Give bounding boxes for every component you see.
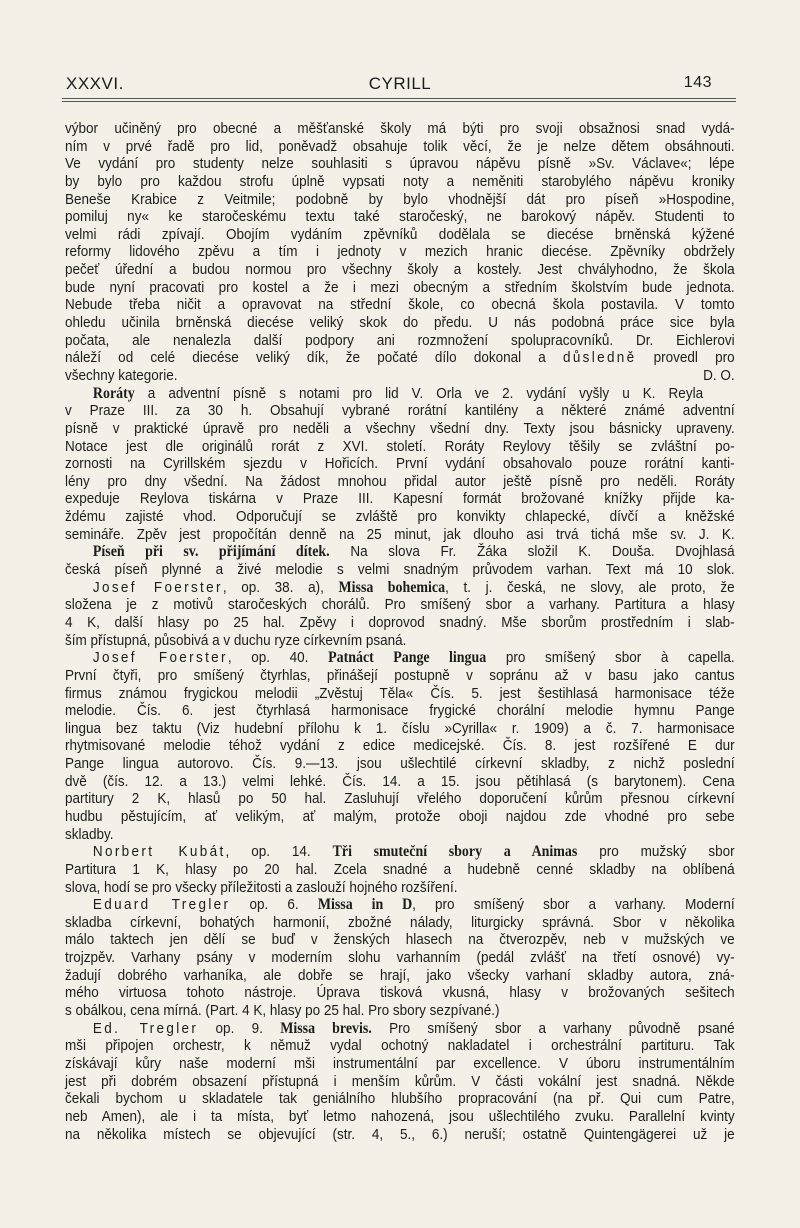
text-run: složena je z motivů staročeských chorálů. Pro smíšený sbor a varhany. Partitura a hlasy	[65, 596, 735, 614]
text-run: , op. 40.	[227, 649, 329, 667]
text-run: všechny kategorie.	[65, 366, 178, 384]
text-line	[65, 773, 735, 791]
text-run: , t. j. česká, ne slovy, ale proto, že	[445, 578, 735, 596]
text-line	[65, 861, 735, 879]
running-head-volume: XXXVI.	[66, 74, 124, 93]
text-line	[65, 790, 735, 808]
text-run: ním v prvé řadě pro lid, poněvadž obsahuje tolik věcí, že je nelze dětem obsáhnouti.	[65, 137, 735, 155]
text-run: rhytmisované melodie téhož vydání z edice medicejské. Čís. 8. jest rozšířené E dur	[65, 737, 735, 755]
text-run: dvě (čís. 12. a 13.) velmi lehké. Čís. 14. a 15. jsou pětihlasá (s barytonem). Cena	[65, 772, 735, 790]
text-line	[65, 261, 735, 279]
text-line	[65, 826, 735, 844]
text-line	[65, 1126, 735, 1144]
text-line	[65, 490, 735, 508]
text-line	[65, 914, 735, 932]
text-run: pečeť úřední a budou normou pro všechny školy a kostely. Jest chvályhodno, že škola	[65, 261, 735, 279]
text-run: pomiluj ny« ke staročeskému textu také staročeský, ne barokový nápěv. Studenti to	[65, 208, 735, 226]
text-run: Pange lingua autorovo. Čís. 9.—13. jsou ušlechtilé církevní skladby, z nichž poslední	[65, 755, 735, 773]
bold-title: Missa in D	[317, 896, 413, 914]
text-run: výbor učiněný pro obecné a měšťanské školy má býti pro svoji obsažnosi snad vydá-	[65, 120, 735, 137]
spaced-author-name: Josef Foerster	[92, 578, 223, 596]
text-run: trojzpěv. Varhany psány v moderním slohu varhanním (pedál zvlášť na třetí osnové) vy-	[65, 949, 735, 967]
text-line	[65, 349, 735, 367]
text-run: ždému zajisté vhod. Odporučují se zvláště pro konvikty chlapecké, dívčí a kněžské	[65, 508, 735, 526]
text-line	[65, 896, 735, 914]
text-line	[65, 279, 735, 297]
text-line	[65, 508, 735, 526]
text-line	[65, 438, 735, 456]
text-run: op. 6.	[230, 896, 318, 914]
text-run: První čtyři, pro smíšený čtyrhlas, přinášejí postupně v sopránu až v basu jako cantus	[65, 666, 735, 684]
signature: D. O.	[703, 366, 735, 384]
text-run: hudbu pěstujícím, ať velikým, ať malým, protože oboji najdou zde vhodné pro sebe	[65, 807, 735, 825]
text-line	[65, 614, 735, 632]
text-line	[65, 632, 735, 650]
text-line	[65, 667, 735, 685]
text-line	[65, 879, 735, 897]
text-line	[65, 702, 735, 720]
article-body	[65, 120, 735, 1143]
text-line	[65, 579, 735, 597]
bold-title: Missa bohemica	[338, 578, 446, 596]
text-line	[65, 526, 735, 544]
text-line	[65, 808, 735, 826]
text-line	[65, 949, 735, 967]
text-line	[65, 1073, 735, 1091]
text-run: skladba církevní, bohatých harmonií, zbožné nálady, liturgicky správná. Sbor v několika	[65, 913, 735, 931]
text-run: pro mužský sbor	[577, 843, 735, 861]
text-run: Partitura 1 K, hlasy po 20 hal. Zcela snadné a hudebně cenné skladby na oblíbená	[65, 860, 735, 878]
text-line	[65, 155, 735, 173]
bold-title: Roráty	[92, 384, 135, 402]
text-line	[65, 226, 735, 244]
text-line	[65, 473, 735, 491]
text-run: , op. 14.	[225, 843, 333, 861]
text-line	[65, 420, 735, 438]
text-run: česká píseň plynné a živé melodie s velmi snadným průvodem varhan. Text má 10 slok.	[65, 561, 735, 579]
text-run: jest při dobrém obsazení přístupná i menším kůrům. V části vokální jest snadná. Někde	[65, 1072, 735, 1090]
text-run: a adventní písně s notami pro lid V. Orla ve 2. vydání vyšly u K. Reyla	[134, 384, 704, 402]
text-line	[65, 120, 735, 138]
page-number: 143	[683, 74, 712, 91]
text-run: reformy lidového zpěvu a tím i jednoty v mezich hranic diecése. Zpěvníky obdržely	[65, 243, 735, 261]
text-run: čekali bychom u skladatele tak geniálního hlubšího propracování (na př. Qui cum Patre,	[65, 1090, 735, 1108]
text-run: lingua bez taktu (Viz hudební přílohu k 1. číslu »Cyrilla« r. 1909) a č. 7. harmonisace	[65, 719, 735, 737]
text-run: ším přístupná, působivá a v duchu ryze církevním psaná.	[65, 631, 407, 649]
text-run: Ve vydání pro studenty nelze souhlasiti s úpravou nápěvu písně »Sv. Václave«; lépe	[65, 155, 735, 173]
text-line	[65, 984, 735, 1002]
text-run: Beneše Krabice z Veitmile; podobně by bylo vhodnější dát pro píseň »Hospodine,	[65, 190, 735, 208]
text-line	[65, 296, 735, 314]
text-line	[65, 649, 735, 667]
text-run: op. 9.	[198, 1019, 281, 1037]
text-run: Na slova Fr. Žáka složil K. Douša. Dvojhlasá	[329, 543, 735, 561]
text-run: počata, ale nenalezla další podpory ani rozmnožení spolupracovníků. Dr. Eichlerovi	[65, 331, 735, 349]
text-run: expeduje Reylova tiskárna v Praze III. Kapesní formát brožované knížky přijde ka-	[65, 490, 735, 508]
bold-title: Tři smuteční sbory a Animas	[332, 843, 578, 861]
text-run: , pro smíšený sbor a varhany. Moderní	[412, 896, 735, 914]
text-line	[65, 561, 735, 579]
spaced-author-name: důsledně	[562, 349, 637, 367]
text-line	[65, 685, 735, 703]
text-run: semináře. Zpěv jest propočítán denně na 25 minut, jak dlouho asi trvá tichá mše sv. J. K.	[65, 525, 735, 543]
header-rule	[62, 98, 736, 99]
text-line	[65, 314, 735, 332]
text-line	[65, 138, 735, 156]
text-line	[65, 1037, 735, 1055]
text-run: provedl pro	[636, 349, 735, 367]
text-line	[65, 402, 735, 420]
text-line	[65, 385, 735, 403]
text-run: Notace jest dle originálů rorát z XVI. století. Roráty Reylovy těšily se zvláštní po-	[65, 437, 735, 455]
text-run: firmus známou frygickou melodii „Zvěstuj Těla« Čís. 5. jest šestihlasá harmonisace téže	[65, 684, 735, 702]
text-run: Nebude třeba ničit a opravovat na střední škole, co obecná škola postavila. V tomto	[65, 296, 735, 314]
text-line	[65, 367, 735, 385]
text-line	[65, 755, 735, 773]
text-line	[65, 720, 735, 738]
text-run: by bylo pro každou strofu úplně vypsati noty a neměniti starobylého nápěvu kroniky	[65, 172, 735, 190]
text-run: na několika místech se objevující (str. 4, 5., 6.) neruší; ostatně Quintengägerei už je	[65, 1125, 735, 1143]
text-run: 4 K, další hlasy po 25 hal. Zpěvy i doprovod snadný. Mše sborům prostředním i slab-	[65, 613, 735, 631]
text-run: melodie. Čís. 6. jest čtyrhlasá harmonisace frygické chorální melodie hymnu Pange	[65, 702, 735, 720]
text-run: ohledu učinila brněnská diecése veliký skok do předu. U nás podobná práce sice byla	[65, 314, 735, 332]
text-run: s obálkou, cena mírná. (Part. 4 K, hlasy po 25 hal. Pro sbory sezpívané.)	[65, 1002, 500, 1020]
text-run: žadují dobrého varhaníka, ale dobře se hrají, jako všecky varhaní skladby autora, zná-	[65, 966, 735, 984]
text-line	[65, 332, 735, 350]
text-line	[65, 455, 735, 473]
text-run: lény pro dny všední. Na žádost mnohou přidal autor ještě písně pro neděli. Roráty	[65, 472, 735, 490]
text-line	[65, 173, 735, 191]
text-run: v Praze III. za 30 h. Obsahují vybrané rorátní kantilény a některé známé adventní	[65, 402, 735, 420]
text-line	[65, 1002, 735, 1020]
text-run: zornosti na Cyrillském sjezdu v Hořicích. První vydání obsahovalo pouze rorátní kanti-	[65, 455, 735, 473]
text-line	[65, 843, 735, 861]
text-run: slova, hodí se pro všecky příležitosti a zaslouží hojného rozšíření.	[65, 878, 458, 896]
spaced-author-name: Norbert Kubát	[92, 843, 226, 861]
text-line	[65, 243, 735, 261]
spaced-author-name: Eduard Tregler	[92, 896, 231, 914]
text-run: skladby.	[65, 825, 114, 843]
text-run: málo taktech jen dělí se buď v ženských hlasech na čtverozpěv, neb v mužských ve	[65, 931, 735, 949]
text-run: písně v praktické úpravě pro neděli a všechny všední dny. Texty jsou básnicky upraveny.	[65, 419, 735, 437]
text-run: partitury 2 K, hlasů po 50 hal. Zasluhují vřelého doporučení kůrům přesnou církevní	[65, 790, 735, 808]
bold-title: Missa brevis.	[280, 1019, 372, 1037]
bold-title: Patnáct Pange lingua	[328, 649, 487, 667]
bold-title: Píseň při sv. přijímání dítek.	[92, 543, 330, 561]
text-line	[65, 543, 735, 561]
text-line	[65, 1108, 735, 1126]
running-head-title: CYRILL	[368, 74, 432, 93]
text-run: velmi rádi zpívají. Obojím vydáním zpěvníků dodělala se diecése brněnská kýžené	[65, 225, 735, 243]
text-run: Pro smíšený sbor a varhany původně psané	[371, 1019, 735, 1037]
text-line	[65, 191, 735, 209]
text-run: neb Amen), ale i ta místa, byť letmo nahozená, jsou ušlechtilého zvuku. Parallelní kvinty	[65, 1107, 735, 1125]
text-run: náleží od celé diecése veliký dík, že počaté dílo dokonal a	[65, 349, 563, 367]
text-line	[65, 596, 735, 614]
text-line	[65, 1090, 735, 1108]
text-line	[65, 737, 735, 755]
text-run: mého virtuosa tohoto nástroje. Úprava tisková vkusná, hlasy v brožovaných sešitech	[65, 984, 735, 1002]
text-run: získávají kůry naše moderní mši instrumentální par excellence. V úboru instrumentálním	[65, 1054, 735, 1072]
text-line	[65, 967, 735, 985]
header-rule-secondary	[62, 101, 736, 102]
text-line	[65, 208, 735, 226]
text-run: , op. 38. a),	[222, 578, 339, 596]
spaced-author-name: Ed. Tregler	[92, 1019, 199, 1037]
spaced-author-name: Josef Foerster	[92, 649, 228, 667]
text-line	[65, 1055, 735, 1073]
text-run: mši připojen orchestr, k němuž vydal ochotný nakladatel i orchestrální partituru. Tak	[65, 1037, 735, 1055]
text-run: pro smíšený sbor à capella.	[486, 649, 735, 667]
text-run: bude nyní pracovati pro kostel a že i mezi obecným a středním školstvím bude jednota.	[65, 278, 735, 296]
text-line	[65, 1020, 735, 1038]
text-line	[65, 931, 735, 949]
